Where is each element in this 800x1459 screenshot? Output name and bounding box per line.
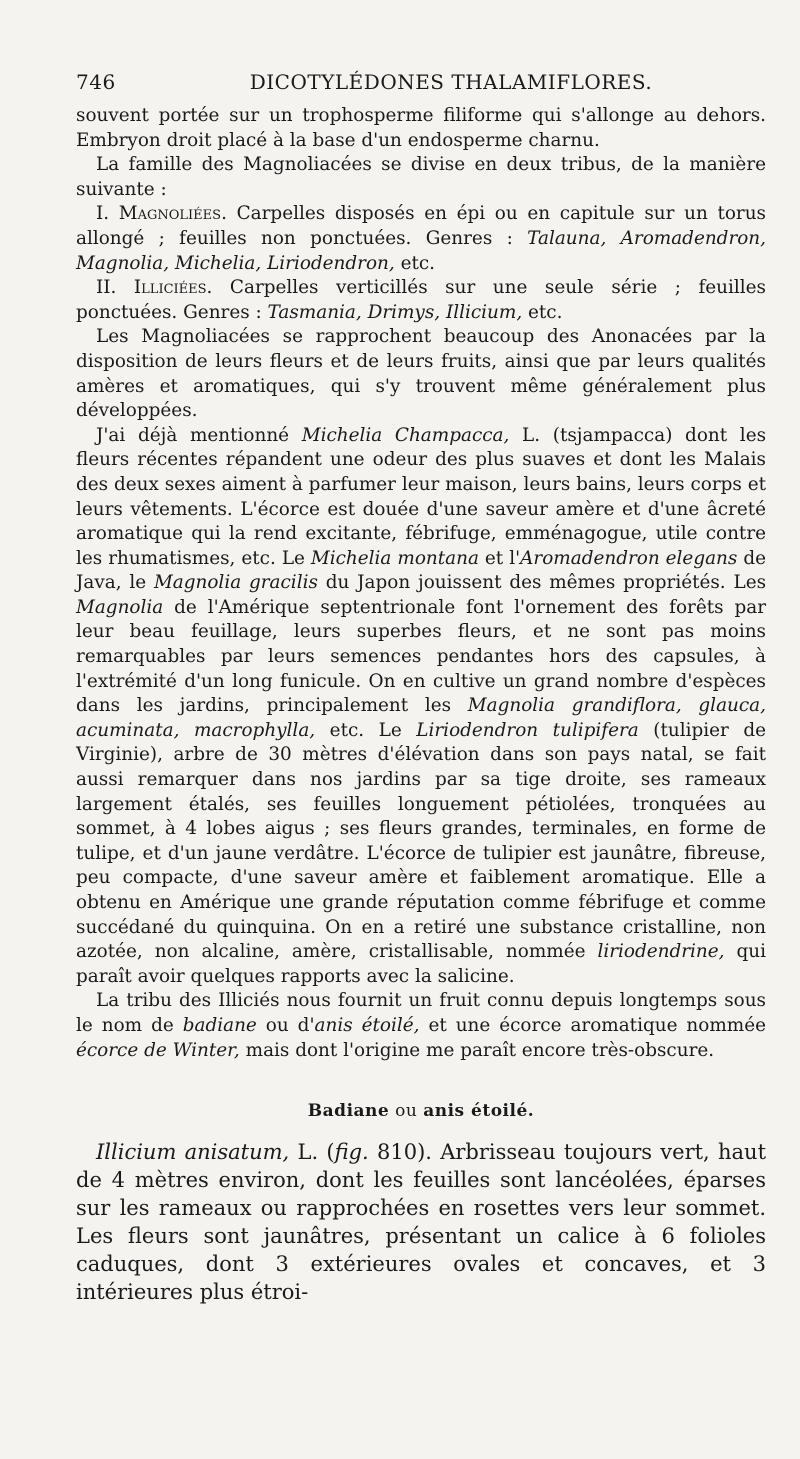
paragraph-illicies: La tribu des Illiciés nous fournit un fruit connu depuis longtemps sous le nom de badiane ou d'anis étoilé, et une écorce aromatique nommée écorce de Winter, mais dont l'origine me paraît encore très-obscure.: [76, 990, 766, 1061]
page-number: 746: [76, 70, 116, 94]
page-body: [76, 104, 766, 1306]
running-title: DICOTYLÉDONES THALAMIFLORES.: [249, 70, 653, 94]
paragraph-1: souvent portée sur un trophosperme filiforme qui s'allonge au dehors. Embryon droit placé à la base d'un endosperme charnu.: [76, 105, 766, 151]
tribe-label: II. Illiciées.: [96, 277, 213, 299]
paragraph-tribe-illiciees: II. Illiciées. Carpelles verticillés sur une seule série ; feuilles ponctuées. Genres : Tasmania, Drimys, Illicium, etc.: [76, 277, 766, 323]
paragraph-tribe-magnoliees: I. Magnoliées. Carpelles disposés en épi ou en capitule sur un torus allongé ; feuilles non ponctuées. Genres : Talauna, Aromadendron, Magnolia, Michelia, Liriodendron, etc.: [76, 203, 766, 274]
paragraph-michelia: J'ai déjà mentionné Michelia Champacca, L. (tsjampacca) dont les fleurs récentes répandent une odeur des plus suaves et dont les Malais des deux sexes aiment à parfumer leur maison, leurs bains, leurs corps et leurs vêtements. L'écorce est douée d'une saveur amère et d'une âcreté aromatique qui la rend excitante, fébrifuge, emménagogue, utile contre les rhumatismes, etc. Le Michelia montana et l'Aromadendron elegans de Java, le Magnolia gracilis du Japon jouissent des mêmes propriétés. Les Magnolia de l'Amérique septentrionale font l'ornement des forêts par leur beau feuillage, leurs superbes fleurs, et ne sont pas moins remarquables par leurs semences pendantes hors des capsules, à l'extrémité d'un long funicule. On en cultive un grand nombre d'espèces dans les jardins, principalement les Magnolia grandiflora, glauca, acuminata, macrophylla, etc. Le Liriodendron tulipifera (tulipier de Virginie), arbre de 30 mètres d'élévation dans son pays natal, se fait aussi remarquer dans nos jardins par sa tige droite, ses rameaux largement étalés, ses feuilles longuement pétiolées, tronquées au sommet, à 4 lobes aigus ; ses fleurs grandes, terminales, en forme de tulipe, et d'un jaune verdâtre. L'écorce de tulipier est jaunâtre, fibreuse, peu compacte, d'une saveur amère et faiblement aromatique. Elle a obtenu en Amérique une grande réputation comme fébrifuge et comme succédané du quinquina. On en a retiré une substance cristalline, non azotée, non alcaline, amère, cristallisable, nommée liriodendrine, qui paraît avoir quelques rapports avec la salicine.: [76, 424, 767, 987]
paragraph-illicium-anisatum: Illicium anisatum, L. (fig. 810). Arbrisseau toujours vert, haut de 4 mètres environ, dont les feuilles sont lancéolées, éparses sur les rameaux ou rapprochées en rosettes vers leur sommet. Les fleurs sont jaunâtres, présentant un calice à 6 folioles caduques, dont 3 extérieures ovales et concaves, et 3 intérieures plus étroi-: [76, 1139, 767, 1304]
tribe-label: I. Magnoliées.: [96, 203, 227, 225]
running-header: [76, 70, 766, 102]
paragraph-5: Les Magnoliacées se rapprochent beaucoup des Anonacées par la disposition de leurs fleurs et de leurs fruits, ainsi que par leurs qualités amères et aromatiques, qui s'y trouvent même généralement plus développées.: [76, 326, 766, 422]
section-heading: Badiane ou anis étoilé.: [307, 1101, 535, 1122]
paragraph-2: La famille des Magnoliacées se divise en deux tribus, de la manière suivante :: [76, 154, 766, 200]
